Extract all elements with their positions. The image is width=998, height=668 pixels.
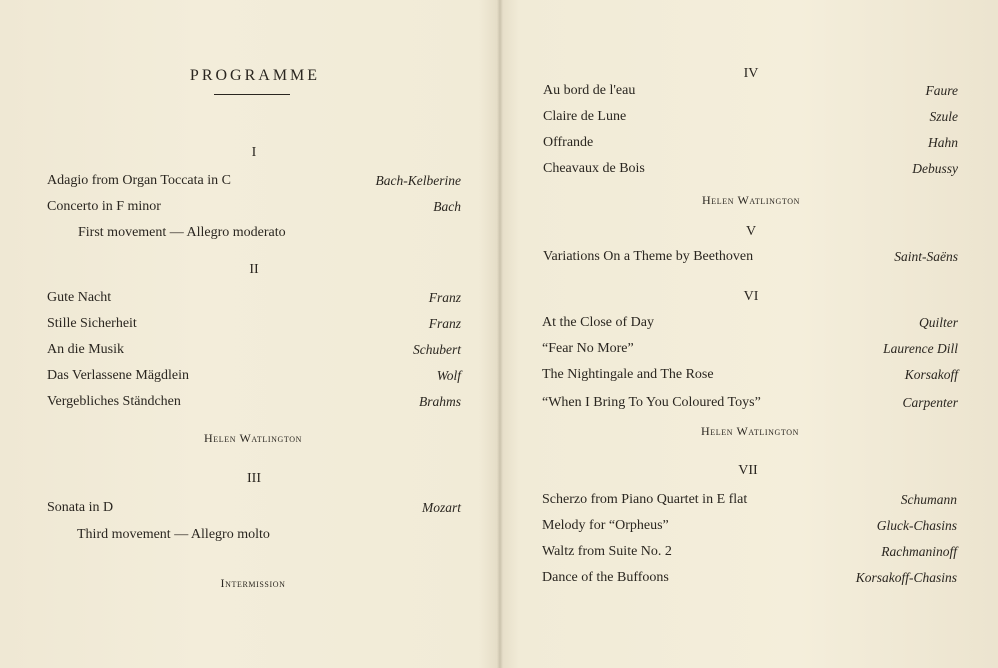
composer-name: Szule <box>929 109 958 124</box>
left-page <box>0 0 498 668</box>
composer-name: Franz <box>428 290 461 305</box>
piece-title: At the Close of Day <box>542 315 654 330</box>
composer-name: Saint-Saëns <box>894 249 958 264</box>
section-numeral-7: VII <box>738 463 758 478</box>
right-page <box>503 0 998 668</box>
piece-title: Melody for “Orpheus” <box>542 518 669 533</box>
composer-name: Gluck-Chasins <box>876 518 957 533</box>
piece-title: “When I Bring To You Coloured Toys” <box>542 395 761 410</box>
piece-title: Stille Sicherheit <box>47 316 137 331</box>
composer-name: Mozart <box>421 500 461 515</box>
section-numeral-6: VI <box>743 289 759 304</box>
section-numeral-4: IV <box>743 66 759 81</box>
piece-title: Scherzo from Piano Quartet in E flat <box>542 492 748 507</box>
piece-title: The Nightingale and The Rose <box>542 367 714 382</box>
movement-note: Third movement — Allegro molto <box>77 527 270 542</box>
composer-name: Rachmaninoff <box>881 544 957 559</box>
composer-name: Quilter <box>919 315 958 330</box>
piece-title: Das Verlassene Mägdlein <box>47 368 190 383</box>
composer-name: Faure <box>925 83 958 98</box>
composer-name: Debussy <box>912 161 958 176</box>
composer-name: Korsakoff <box>904 367 958 382</box>
intermission-label: Intermission <box>220 576 286 590</box>
composer-name: Bach <box>433 199 461 214</box>
piece-title: An die Musik <box>47 342 124 357</box>
title-underline <box>214 94 290 95</box>
composer-name: Schumann <box>900 492 957 507</box>
programme-title: PROGRAMME <box>189 67 321 84</box>
section-numeral-3: III <box>247 471 261 486</box>
piece-title: Waltz from Suite No. 2 <box>542 544 672 559</box>
performer-credit: Helen Watlington <box>701 424 799 438</box>
piece-title: Variations On a Theme by Beethoven <box>543 249 754 264</box>
composer-name: Hahn <box>928 135 958 150</box>
composer-name: Carpenter <box>902 395 958 410</box>
piece-title: Concerto in F minor <box>47 199 161 214</box>
piece-title: Adagio from Organ Toccata in C <box>47 173 231 188</box>
piece-title: Offrande <box>543 135 594 150</box>
piece-title: Vergebliches Ständchen <box>47 394 181 409</box>
composer-name: Schubert <box>413 342 461 357</box>
piece-title: Gute Nacht <box>47 290 112 305</box>
movement-note: First movement — Allegro moderato <box>78 225 286 240</box>
composer-name: Bach-Kelberine <box>375 173 461 188</box>
composer-name: Wolf <box>436 368 461 383</box>
composer-name: Franz <box>428 316 461 331</box>
performer-credit: Helen Watlington <box>204 431 302 445</box>
piece-title: Au bord de l'eau <box>543 83 636 98</box>
section-numeral-2: II <box>249 262 259 277</box>
section-numeral-5: V <box>745 224 757 239</box>
piece-title: Dance of the Buffoons <box>542 570 669 585</box>
composer-name: Laurence Dill <box>883 341 958 356</box>
piece-title: Sonata in D <box>47 500 114 515</box>
piece-title: Cheavaux de Bois <box>543 161 645 176</box>
composer-name: Brahms <box>418 394 461 409</box>
section-numeral-1: I <box>251 145 257 160</box>
performer-credit: Helen Watlington <box>702 193 800 207</box>
piece-title: Claire de Lune <box>543 109 627 124</box>
piece-title: “Fear No More” <box>542 341 634 356</box>
composer-name: Korsakoff-Chasins <box>855 570 957 585</box>
